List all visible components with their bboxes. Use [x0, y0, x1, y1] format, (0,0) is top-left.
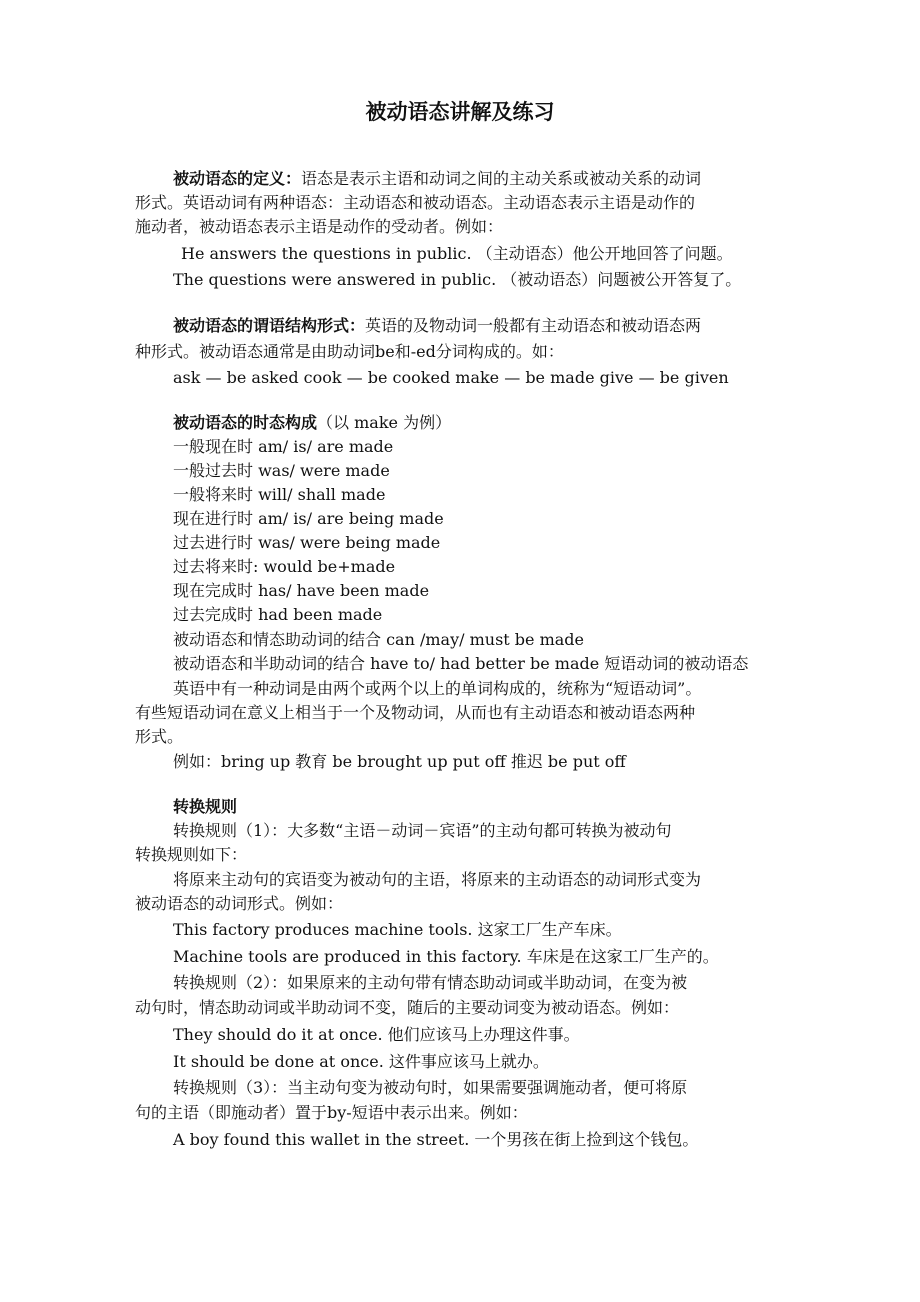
page-title: 被动语态讲解及练习 — [365, 100, 555, 124]
definition-line-2: 形式。英语动词有两种语态：主动语态和被动语态。主动语态表示主语是动作的 — [135, 193, 696, 212]
rule-1-line-4: 被动语态的动词形式。例如： — [135, 894, 344, 913]
structure-line-2: 种形式。被动语态通常是由助动词be和-ed分词构成的。如： — [135, 342, 564, 361]
tense-item: 过去进行时 was/ were being made — [173, 533, 441, 552]
rule-3-line-1: 转换规则（3）：当主动句变为被动句时，如果需要强调施动者，便可将原 — [173, 1078, 688, 1097]
structure-examples: ask — be asked cook — be cooked make — be made give — be given — [173, 368, 729, 387]
rule-1-example-2: Machine tools are produced in this factory. 车床是在这家工厂生产的。 — [173, 947, 719, 966]
structure-line-1: 被动语态的谓语结构形式：英语的及物动词一般都有主动语态和被动语态两 — [173, 316, 702, 335]
tense-item: 现在进行时 am/ is/ are being made — [173, 509, 444, 528]
rule-2-line-2: 动句时，情态助动词或半助动词不变，随后的主要动词变为被动语态。例如： — [135, 998, 680, 1017]
rule-2-example-1: They should do it at once. 他们应该马上办理这件事。 — [173, 1025, 580, 1044]
rule-1-example-1: This factory produces machine tools. 这家工厂生产车床。 — [173, 920, 622, 939]
structure-heading: 被动语态的谓语结构形式： — [173, 316, 366, 335]
tense-item: 过去完成时 had been made — [173, 605, 383, 624]
tenses-heading-line: 被动语态的时态构成（以 make 为例） — [173, 413, 452, 432]
definition-example-2: The questions were answered in public. （被动语态）问题被公开答复了。 — [173, 270, 742, 289]
rule-2-line-1: 转换规则（2）：如果原来的主动句带有情态助动词或半助动词，在变为被 — [173, 973, 688, 992]
rules-heading: 转换规则 — [173, 797, 238, 816]
rule-3-line-2: 句的主语（即施动者）置于by-短语中表示出来。例如： — [135, 1103, 528, 1122]
tenses-heading: 被动语态的时态构成 — [173, 413, 318, 432]
definition-heading: 被动语态的定义： — [173, 169, 302, 188]
tense-item: 被动语态和情态助动词的结合 can /may/ must be made — [173, 630, 585, 649]
phrasal-line-2: 有些短语动词在意义上相当于一个及物动词，从而也有主动语态和被动语态两种 — [135, 703, 696, 722]
rule-2-example-2: It should be done at once. 这件事应该马上就办。 — [173, 1052, 549, 1071]
rule-3-example-1: A boy found this wallet in the street. 一个男孩在街上捡到这个钱包。 — [173, 1130, 699, 1149]
tense-item: 一般将来时 will/ shall made — [173, 485, 386, 504]
tense-item: 一般过去时 was/ were made — [173, 461, 390, 480]
rule-1-line-3: 将原来主动句的宾语变为被动句的主语，将原来的主动语态的动词形式变为 — [173, 870, 702, 889]
definition-line-1: 被动语态的定义：语态是表示主语和动词之间的主动关系或被动关系的动词 — [173, 169, 702, 188]
rule-1-line-2: 转换规则如下： — [135, 845, 248, 864]
tense-item: 现在完成时 has/ have been made — [173, 581, 430, 600]
phrasal-line-1: 英语中有一种动词是由两个或两个以上的单词构成的，统称为“短语动词”。 — [173, 679, 702, 698]
phrasal-line-3: 形式。 — [135, 727, 184, 746]
tense-item: 被动语态和半助动词的结合 have to/ had better be made 短语动词的被动语态 — [173, 654, 749, 673]
tense-item: 过去将来时: would be+made — [173, 557, 396, 576]
phrasal-example: 例如：bring up 教育 be brought up put off 推迟 be put off — [173, 752, 626, 771]
rule-1-line-1: 转换规则（1）：大多数“主语－动词－宾语”的主动句都可转换为被动句 — [173, 821, 672, 840]
definition-example-1: He answers the questions in public. （主动语态）他公开地回答了问题。 — [181, 244, 733, 263]
definition-line-3: 施动者，被动语态表示主语是动作的受动者。例如： — [135, 217, 504, 236]
tense-item: 一般现在时 am/ is/ are made — [173, 437, 394, 456]
